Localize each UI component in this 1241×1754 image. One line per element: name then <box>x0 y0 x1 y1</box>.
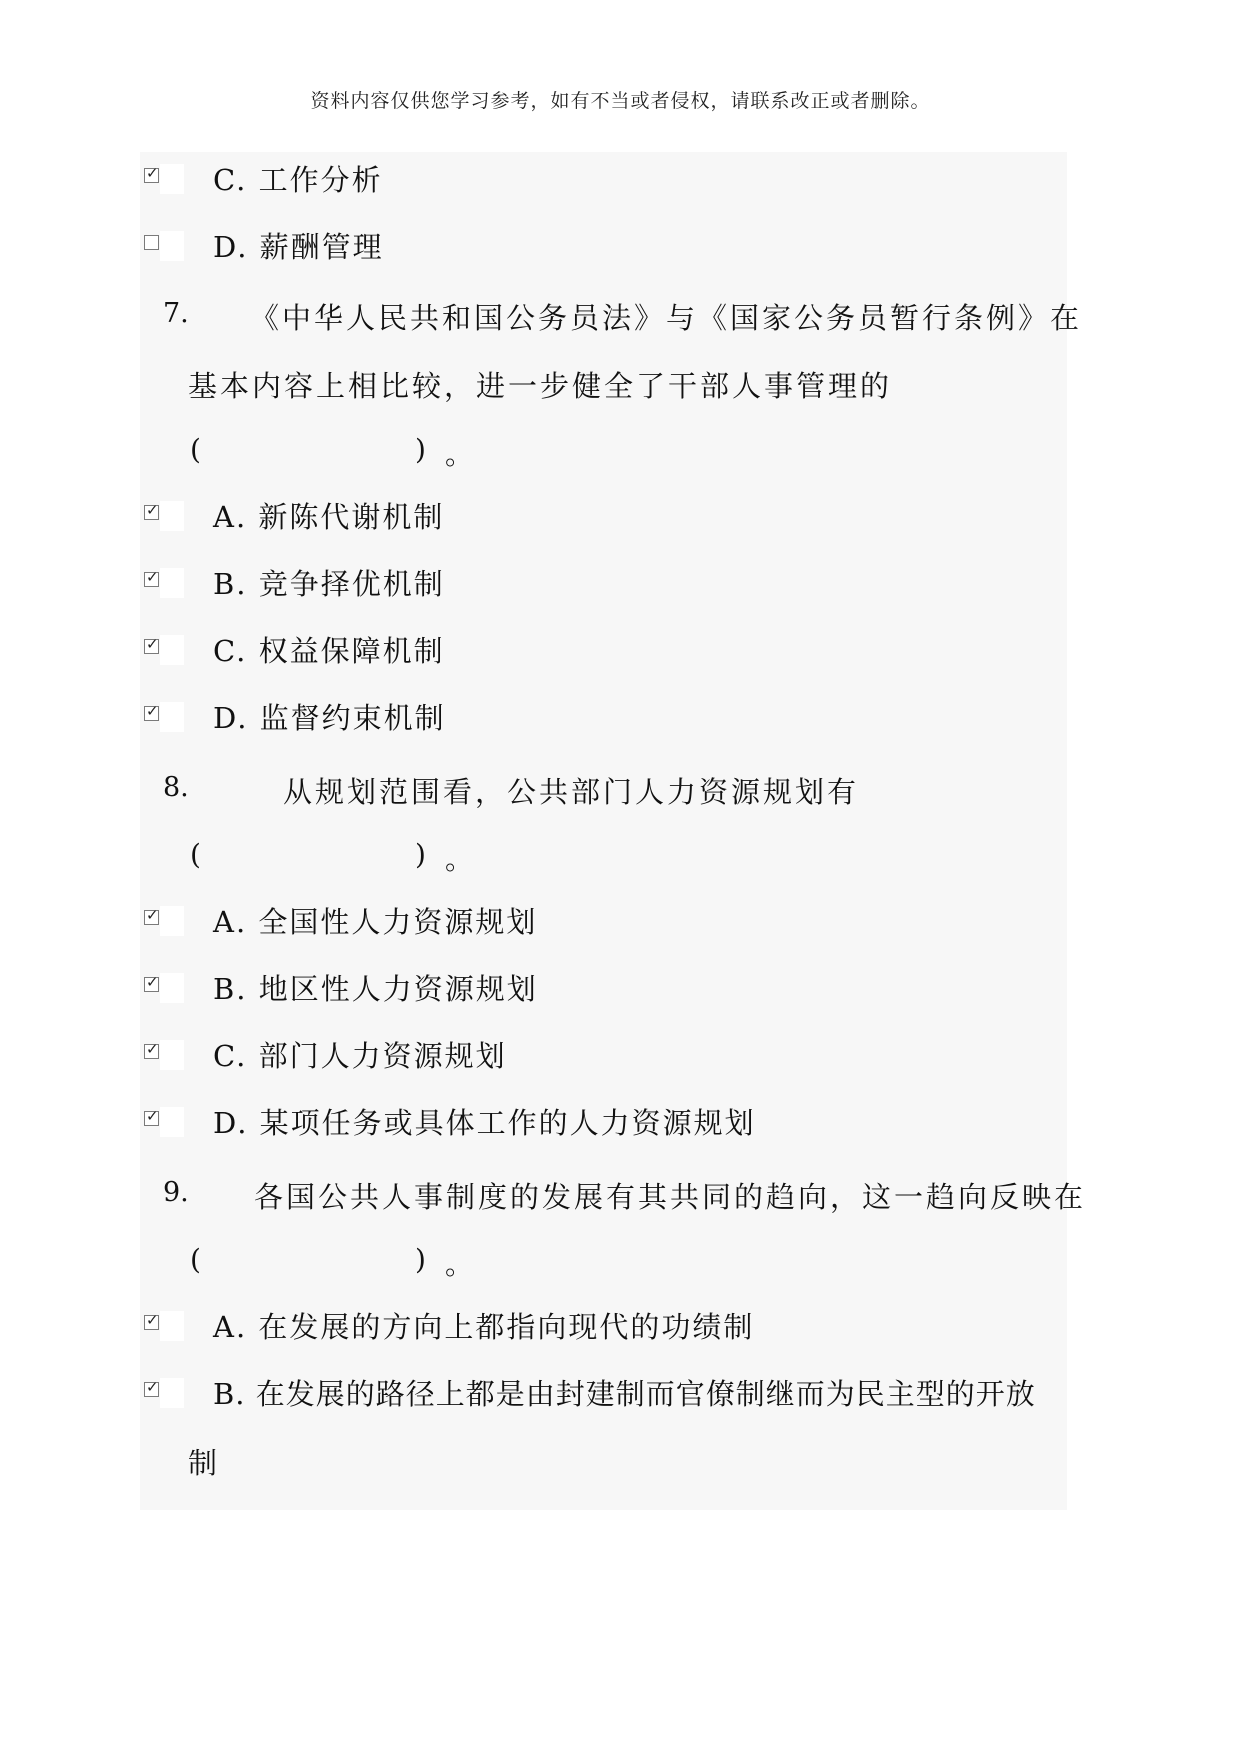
option-label-q9-a: A. 在发展的方向上都指向现代的功绩制 <box>213 1310 755 1344</box>
option-label-q7-c: C. 权益保障机制 <box>213 634 445 668</box>
question-number-8: 8. <box>163 772 189 803</box>
question-number-9: 9. <box>163 1177 189 1208</box>
checkbox-q8-d[interactable] <box>144 1111 159 1126</box>
checkbox-q6-d[interactable] <box>144 235 159 250</box>
option-label-q6-d: D. 薪酬管理 <box>213 230 384 264</box>
question-number-7: 7. <box>163 298 189 329</box>
option-label-q6-c: C. 工作分析 <box>213 163 383 197</box>
checkbox-q8-a[interactable] <box>144 910 159 925</box>
question-7-text-line1: 《中华人民共和国公务员法》与《国家公务员暂行条例》在 <box>250 301 1083 335</box>
option-label-q7-d: D. 监督约束机制 <box>213 701 446 735</box>
question-8-text-line1: 从规划范围看，公共部门人力资源规划有 <box>283 775 860 809</box>
option-label-q8-b: B. 地区性人力资源规划 <box>213 972 538 1006</box>
question-9-text-line1: 各国公共人事制度的发展有其共同的趋向，这一趋向反映在 <box>254 1180 1087 1214</box>
checkbox-q7-a[interactable] <box>144 505 159 520</box>
checkbox-q7-d[interactable] <box>144 706 159 721</box>
checkbox-q8-b[interactable] <box>144 977 159 992</box>
option-label-q9-b-continuation: 制 <box>188 1446 221 1480</box>
question-8-answer-blank: ( ) 。 <box>190 838 474 876</box>
question-7-answer-blank: ( ) 。 <box>190 433 474 471</box>
checkbox-q7-c[interactable] <box>144 639 159 654</box>
option-label-q8-d: D. 某项任务或具体工作的人力资源规划 <box>213 1106 756 1140</box>
option-label-q7-a: A. 新陈代谢机制 <box>213 500 445 534</box>
option-label-q9-b: B. 在发展的路径上都是由封建制而官僚制继而为民主型的开放 <box>213 1377 1036 1411</box>
question-7-text-line2: 基本内容上相比较，进一步健全了干部人事管理的 <box>188 369 893 403</box>
checkbox-q8-c[interactable] <box>144 1044 159 1059</box>
option-label-q8-a: A. 全国性人力资源规划 <box>213 905 538 939</box>
question-9-answer-blank: ( ) 。 <box>190 1243 474 1281</box>
checkbox-q6-c[interactable] <box>144 168 159 183</box>
page-header-notice: 资料内容仅供您学习参考，如有不当或者侵权，请联系改正或者删除。 <box>310 90 931 112</box>
option-label-q8-c: C. 部门人力资源规划 <box>213 1039 507 1073</box>
checkbox-q9-a[interactable] <box>144 1315 159 1330</box>
option-label-q7-b: B. 竞争择优机制 <box>213 567 445 601</box>
checkbox-q9-b[interactable] <box>144 1382 159 1397</box>
checkbox-q7-b[interactable] <box>144 572 159 587</box>
